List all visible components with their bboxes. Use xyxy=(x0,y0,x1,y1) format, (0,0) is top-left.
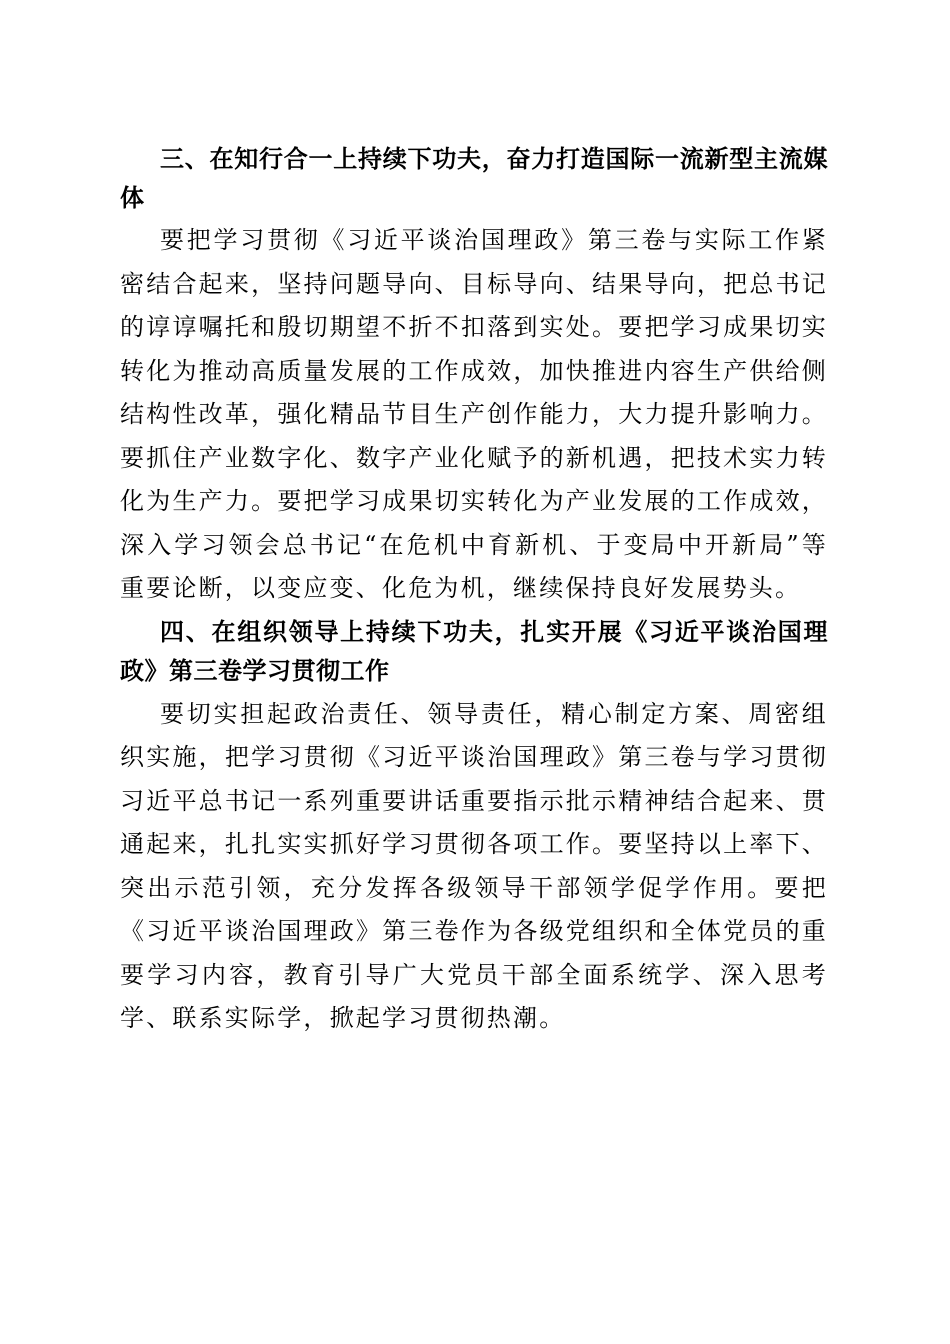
section-3 xyxy=(120,140,828,611)
section-paragraph: 要切实担起政治责任、领导责任，精心制定方案、周密组织实施，把学习贯彻《习近平谈治国理政》第三卷与学习贯彻习近平总书记一系列重要讲话重要指示批示精神结合起来、贯通起来，扎扎实实抓好学习贯彻各项工作。要坚持以上率下、突出示范引领，充分发挥各级领导干部领学促学作用。要把《习近平谈治国理政》第三卷作为各级党组织和全体党员的重要学习内容，教育引导广大党员干部全面系统学、深入思考学、联系实际学，掀起学习贯彻热潮。 xyxy=(120,699,828,1032)
section-heading: 四、在组织领导上持续下功夫，扎实开展《习近平谈治国理政》第三卷学习贯彻工作 xyxy=(120,617,828,685)
section-heading: 三、在知行合一上持续下功夫，奋力打造国际一流新型主流媒体 xyxy=(120,145,828,212)
document-page xyxy=(120,140,828,1041)
section-paragraph: 要把学习贯彻《习近平谈治国理政》第三卷与实际工作紧密结合起来，坚持问题导向、目标导向、结果导向，把总书记的谆谆嘱托和殷切期望不折不扣落到实处。要把学习成果切实转化为推动高质量发展的工作成效，加快推进内容生产供给侧结构性改革，强化精品节目生产创作能力，大力提升影响力。要抓住产业数字化、数字产业化赋予的新机遇，把技术实力转化为生产力。要把学习成果切实转化为产业发展的工作成效，深入学习领会总书记“在危机中育新机、于变局中开新局”等重要论断，以变应变、化危为机，继续保持良好发展势头。 xyxy=(120,226,828,602)
section-4 xyxy=(120,613,828,1041)
